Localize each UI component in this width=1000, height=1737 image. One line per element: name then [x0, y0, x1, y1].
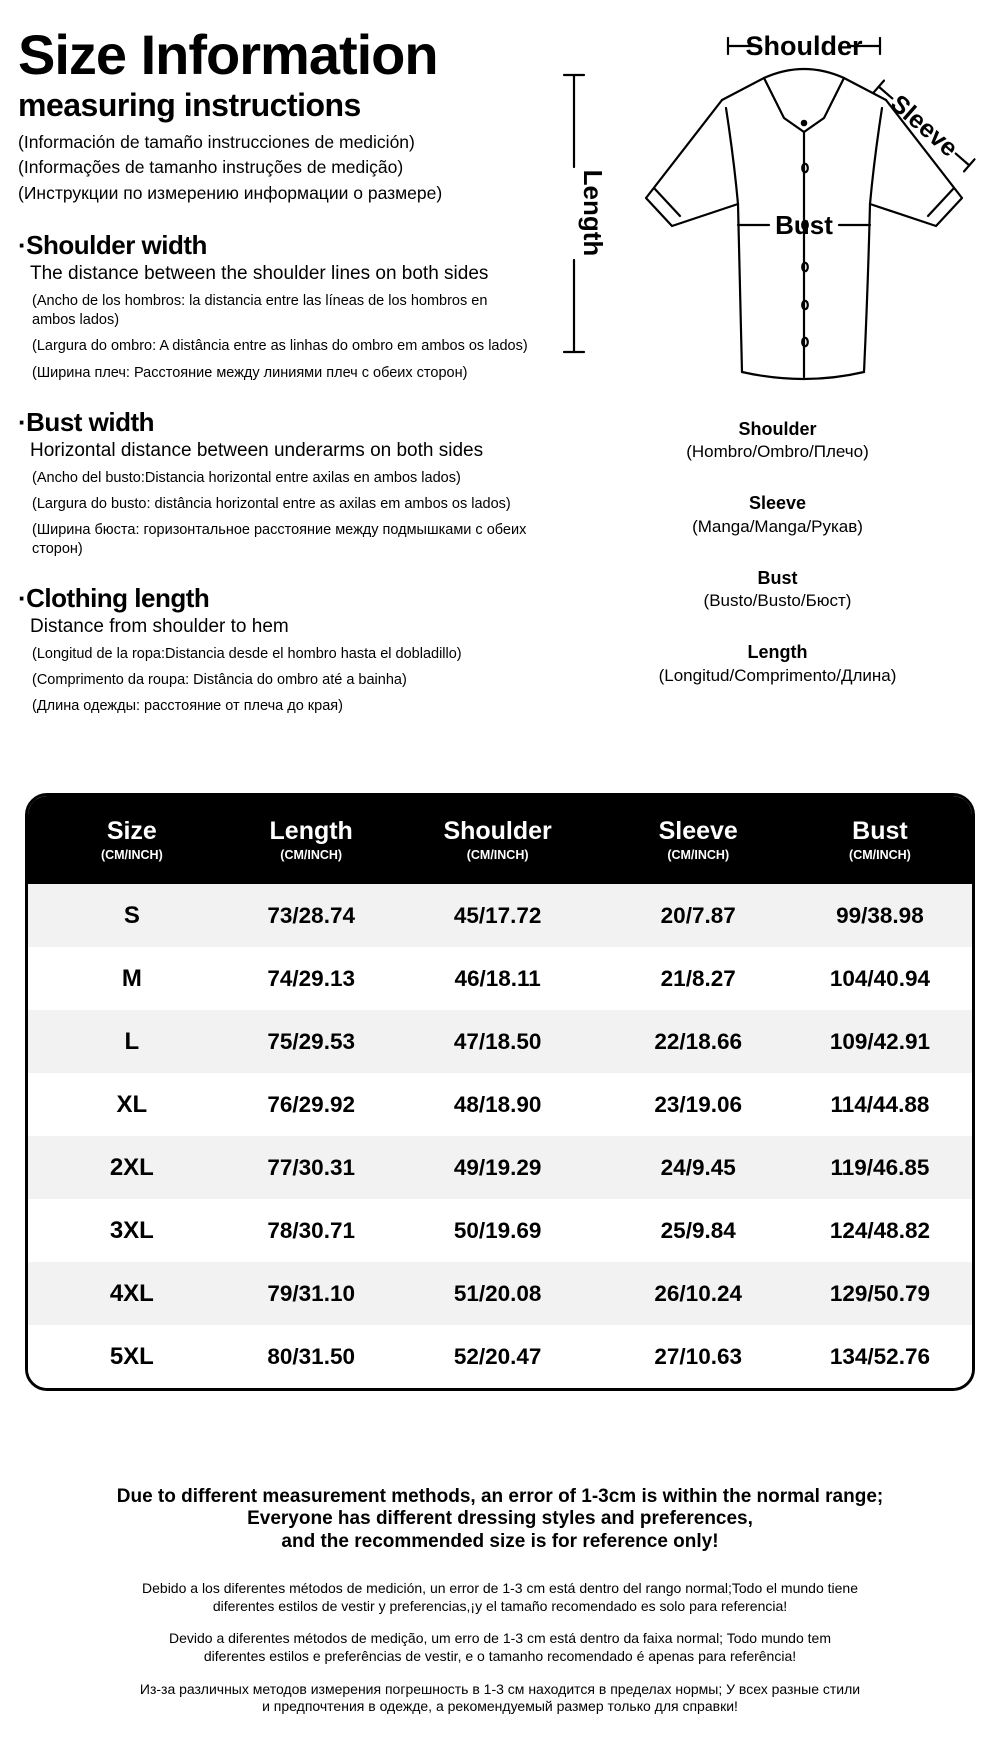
section-translations: [18, 292, 530, 383]
cell-bust: 114/44.88: [830, 1091, 930, 1117]
subtitle-translation-pt: (Informações de tamanho instruções de medição): [18, 157, 404, 178]
legend-translation: (Hombro/Ombro/Плечо): [686, 442, 869, 462]
column-label: Bust: [852, 816, 908, 845]
cell-size: M: [121, 964, 142, 992]
translation-es: (Ancho del busto:Distancia horizontal entre axilas en ambos lados): [32, 469, 461, 486]
table-row-5xl: [28, 1325, 972, 1388]
cell-shoulder: 49/19.29: [453, 1154, 542, 1180]
section-heading: ·Bust width: [18, 406, 155, 437]
length-measure-line: [564, 75, 608, 352]
notice-translations: [0, 1580, 1000, 1716]
column-unit: (CM/INCH): [667, 848, 730, 863]
column-label: Size: [106, 816, 157, 845]
column-header-sleeve: [609, 818, 788, 863]
shirt-measurement-diagram-icon: [558, 20, 998, 400]
translation-es: (Ancho de los hombros: la distancia entre las líneas de los hombros en ambos lados): [32, 293, 488, 329]
cell-sleeve: 20/7.87: [660, 902, 736, 928]
legend-shoulder: [555, 418, 1000, 463]
cell-size: 4XL: [109, 1279, 154, 1307]
cell-sleeve: 27/10.63: [654, 1343, 742, 1369]
cell-shoulder: 51/20.08: [453, 1280, 542, 1306]
cell-length: 80/31.50: [267, 1343, 355, 1369]
legend-term: Shoulder: [738, 419, 817, 439]
section-bust-width: [18, 407, 555, 560]
size-table-body: [28, 884, 972, 1388]
shoulder-measure-line: [728, 31, 880, 61]
size-table: [25, 793, 975, 1391]
cell-shoulder: 48/18.90: [453, 1091, 542, 1117]
measurement-legend: [555, 418, 1000, 687]
legend-term: Sleeve: [748, 493, 807, 514]
cell-length: 78/30.71: [267, 1217, 355, 1243]
cell-shoulder: 47/18.50: [453, 1028, 542, 1054]
cell-sleeve: 22/18.66: [654, 1028, 742, 1054]
section-translations: [18, 469, 530, 560]
legend-bust: [555, 567, 1000, 612]
top-section: [0, 0, 1000, 765]
column-label: Shoulder: [443, 816, 552, 845]
cell-size: L: [124, 1027, 140, 1055]
cell-shoulder: 50/19.69: [453, 1217, 542, 1243]
notice-ru-line-1: Из-за различных методов измерения погрешность в 1-3 см находится в пределах нормы; У всех разные стили: [139, 1680, 861, 1697]
cell-sleeve: 23/19.06: [654, 1091, 742, 1117]
subtitle-translation-es: (Información de tamaño instrucciones de medición): [18, 132, 415, 153]
table-row-2xl: [28, 1136, 972, 1199]
table-row-l: [28, 1010, 972, 1073]
cell-length: 77/30.31: [267, 1154, 355, 1180]
cell-bust: 124/48.82: [829, 1217, 930, 1243]
table-row-m: [28, 947, 972, 1010]
sleeve-measure-line: [869, 76, 978, 176]
cell-sleeve: 26/10.24: [654, 1280, 742, 1306]
section-translations: [18, 645, 530, 716]
notice-es-line-2: diferentes estilos de vestir y preferencias,¡y el tamaño recomendado es solo para referencia!: [212, 1597, 788, 1614]
table-row-3xl: [28, 1199, 972, 1262]
column-label: Length: [269, 816, 353, 845]
column-header-size: [28, 818, 236, 863]
section-shoulder-width: [18, 230, 555, 383]
section-heading: ·Shoulder width: [18, 230, 207, 261]
cell-bust: 134/52.76: [829, 1343, 930, 1369]
shoulder-annotation-label: Shoulder: [744, 31, 863, 61]
sleeve-annotation-label: Sleeve: [884, 89, 963, 163]
translation-ru: (Ширина бюста: горизонтальное расстояние между подмышками с обеих сторон): [32, 521, 527, 558]
column-unit: (CM/INCH): [849, 848, 911, 863]
page-subtitle: measuring instructions: [18, 87, 361, 124]
legend-translation: (Longitud/Comprimento/Длина): [658, 665, 897, 685]
cell-size: 3XL: [109, 1216, 154, 1244]
legend-translation: (Manga/Manga/Рукав): [692, 516, 863, 536]
cell-size: 5XL: [109, 1342, 154, 1370]
legend-length: [555, 641, 1000, 686]
translation-pt: (Comprimento da roupa: Distância do ombro até a bainha): [32, 672, 407, 689]
notice-pt: [0, 1630, 1000, 1665]
column-label: Sleeve: [658, 816, 738, 845]
subtitle-translation-ru: (Инструкции по измерению информации о размере): [18, 182, 443, 203]
size-table-header: [28, 796, 972, 884]
diagram-column: [555, 0, 1000, 765]
subtitle-translations: [18, 130, 555, 206]
section-description: Distance from shoulder to hem: [30, 616, 289, 638]
cell-shoulder: 46/18.11: [454, 965, 541, 991]
cell-size: XL: [116, 1090, 148, 1118]
measurement-notice: [0, 1486, 1000, 1553]
section-clothing-length: [18, 583, 555, 716]
cell-bust: 99/38.98: [836, 902, 924, 928]
notice-line-3: and the recommended size is for reference only!: [281, 1530, 719, 1552]
cell-length: 75/29.53: [267, 1028, 355, 1054]
length-annotation-label: Length: [577, 169, 608, 257]
cell-size: S: [123, 901, 140, 929]
notice-es-line-1: Debido a los diferentes métodos de medición, un error de 1-3 cm está dentro del rango normal;Todo el mundo tiene: [142, 1580, 858, 1597]
cell-length: 76/29.92: [267, 1091, 355, 1117]
instructions-column: [0, 0, 555, 765]
table-row-4xl: [28, 1262, 972, 1325]
notice-pt-line-2: diferentes estilos e preferências de vestir, e o tamanho recomendado é apenas para referência!: [203, 1648, 797, 1665]
column-header-length: [236, 818, 387, 863]
notice-ru: [0, 1681, 1000, 1716]
cell-length: 73/28.74: [267, 902, 355, 928]
cell-sleeve: 24/9.45: [660, 1154, 736, 1180]
notice-es: [0, 1580, 1000, 1615]
notice-line-2: Everyone has different dressing styles and preferences,: [247, 1508, 753, 1530]
cell-length: 74/29.13: [267, 965, 355, 991]
notice-line-1: Due to different measurement methods, an error of 1-3cm is within the normal range;: [116, 1486, 884, 1507]
bust-measure-line: [738, 210, 870, 240]
cell-shoulder: 52/20.47: [453, 1343, 542, 1369]
table-row-xl: [28, 1073, 972, 1136]
translation-pt: (Largura do ombro: A distância entre as linhas do ombro em ambos os lados): [32, 338, 528, 355]
bust-annotation-label: Bust: [774, 210, 833, 240]
legend-term: Length: [747, 642, 808, 663]
translation-pt: (Largura do busto: distância horizontal entre as axilas em ambos os lados): [32, 495, 511, 512]
cell-bust: 119/46.85: [830, 1154, 930, 1180]
legend-term: Bust: [757, 567, 798, 588]
column-unit: (CM/INCH): [100, 848, 163, 863]
cell-bust: 129/50.79: [829, 1280, 930, 1306]
cell-shoulder: 45/17.72: [453, 902, 542, 928]
section-description: Horizontal distance between underarms on both sides: [30, 439, 484, 461]
cell-length: 79/31.10: [267, 1280, 355, 1306]
column-header-shoulder: [387, 818, 609, 863]
legend-translation: (Busto/Busto/Бюст): [703, 591, 852, 611]
cell-bust: 109/42.91: [829, 1028, 930, 1054]
section-heading: ·Clothing length: [18, 583, 210, 614]
cell-bust: 104/40.94: [829, 965, 930, 991]
translation-es: (Longitud de la ropa:Distancia desde el hombro hasta el dobladillo): [32, 646, 462, 663]
section-description: The distance between the shoulder lines on both sides: [30, 263, 489, 285]
column-unit: (CM/INCH): [466, 848, 529, 863]
notice-pt-line-1: Devido a diferentes métodos de medição, um erro de 1-3 cm está dentro da faixa normal; Todo mundo tem: [169, 1630, 831, 1647]
cell-size: 2XL: [109, 1153, 154, 1181]
translation-ru: (Ширина плеч: Расстояние между линиями плеч с обеих сторон): [32, 364, 468, 381]
cell-sleeve: 21/8.27: [660, 965, 736, 991]
column-header-bust: [788, 818, 972, 863]
translation-ru: (Длина одежды: расстояние от плеча до края): [32, 698, 343, 715]
legend-sleeve: [555, 492, 1000, 537]
table-row-s: [28, 884, 972, 947]
cell-sleeve: 25/9.84: [660, 1217, 736, 1243]
notice-ru-line-2: и предпочтения в одежде, а рекомендуемый размер только для справки!: [262, 1698, 738, 1715]
page-title: Size Information: [18, 23, 438, 86]
column-unit: (CM/INCH): [280, 848, 343, 863]
